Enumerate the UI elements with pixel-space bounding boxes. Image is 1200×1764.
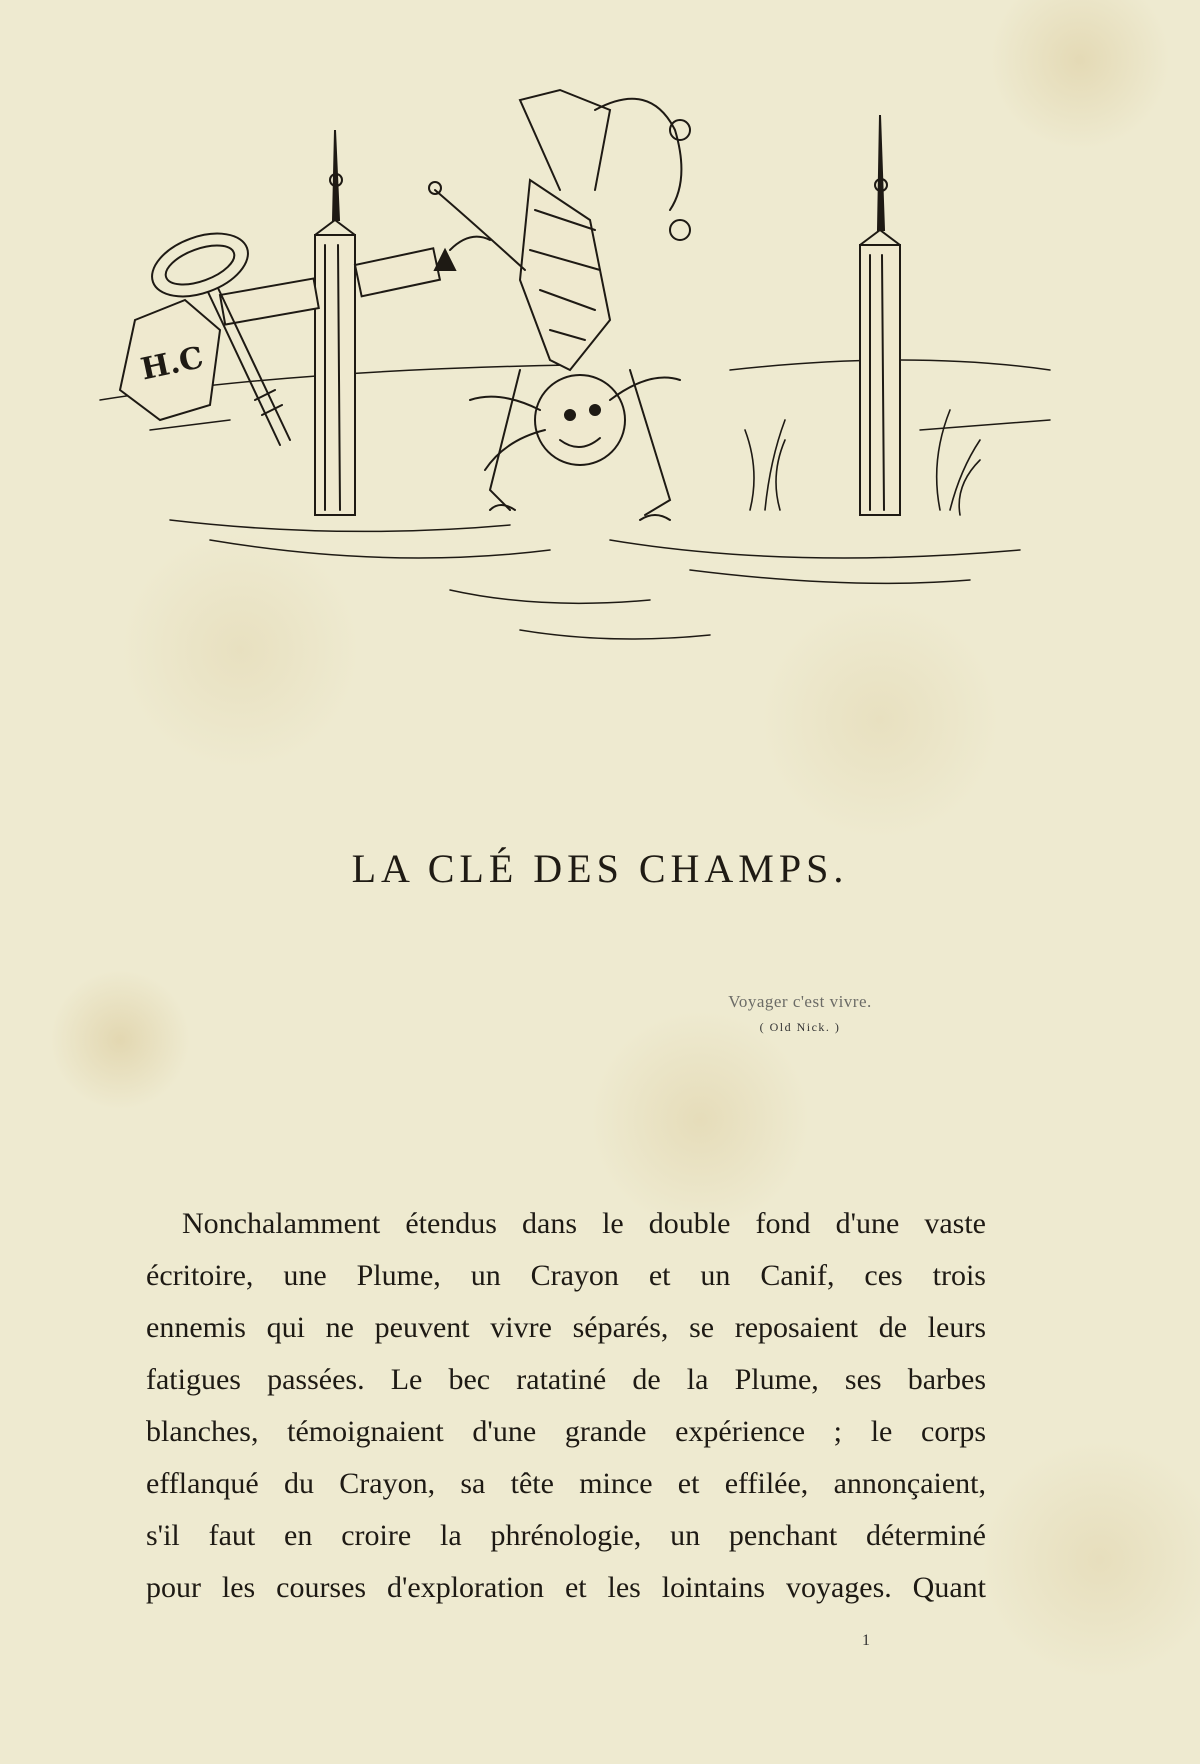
- body-paragraph: [146, 1198, 986, 1614]
- paragraph-line: pour les courses d'exploration et les lointains voyages. Quant: [146, 1571, 986, 1604]
- chapter-title: LA CLÉ DES CHAMPS.: [351, 846, 849, 891]
- epigraph: [700, 992, 900, 1035]
- page-number: 1: [862, 1632, 870, 1649]
- paragraph-line: blanches, témoignaient d'une grande expérience ; le corps: [146, 1415, 986, 1448]
- key-icon: [120, 222, 290, 445]
- left-post-icon: [220, 130, 440, 515]
- paragraph-line: Nonchalamment étendus dans le double fond d'une vaste: [182, 1207, 986, 1240]
- epigraph-quote: Voyager c'est vivre.: [728, 992, 872, 1011]
- harlequin-figure-icon: [429, 90, 690, 520]
- paragraph-line: écritoire, une Plume, un Crayon et un Canif, ces trois: [146, 1259, 986, 1292]
- paragraph-line: ennemis qui ne peuvent vivre séparés, se reposaient de leurs: [146, 1311, 986, 1344]
- svg-text:H.C: H.C: [137, 340, 207, 388]
- harlequin-vignette-icon: [90, 70, 1080, 660]
- epigraph-source: ( Old Nick. ): [759, 1020, 841, 1034]
- paragraph-line: efflanqué du Crayon, sa tête mince et effilée, annonçaient,: [146, 1467, 986, 1500]
- paragraph-line: fatigues passées. Le bec ratatiné de la Plume, ses barbes: [146, 1363, 986, 1396]
- right-post-icon: [860, 115, 900, 515]
- paragraph-line: s'il faut en croire la phrénologie, un penchant déterminé: [146, 1519, 986, 1552]
